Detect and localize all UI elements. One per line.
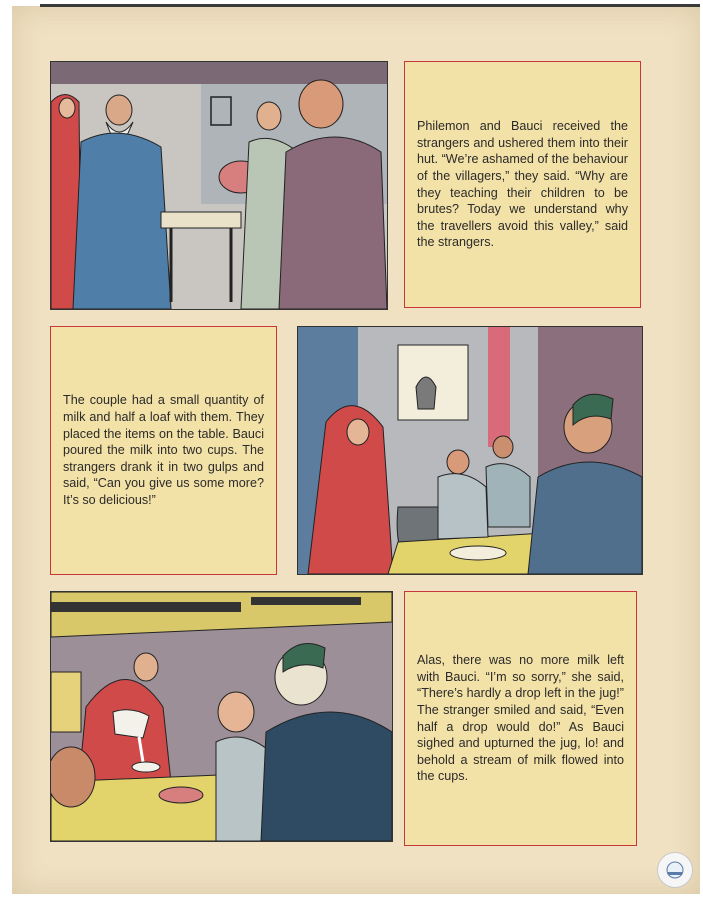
watermark-logo-icon <box>657 852 693 888</box>
logo-mark <box>662 860 688 880</box>
caption-text-1: Philemon and Bauci received the strangers and ushered them into their hut. “We’re ashamed of the behaviour of the villagers,” they said. “Why are they teaching their children to be brutes? Today we understand why the travellers avoid this valley,” said the strangers. <box>417 119 628 250</box>
caption-panel-1 <box>404 61 641 308</box>
bauci-pouring-milk-illustration <box>298 327 642 574</box>
illustration-panel-3 <box>50 591 393 842</box>
illustration-panel-1 <box>50 61 388 310</box>
caption-panel-3 <box>404 591 637 846</box>
illustration-panel-2 <box>297 326 643 575</box>
couple-greeting-strangers-illustration <box>51 62 387 309</box>
milk-stream-miracle-illustration <box>51 592 392 841</box>
caption-text-2: The couple had a small quantity of milk and half a loaf with them. They placed the items on the table. Bauci poured the milk into two cups. The strangers drank it in two gulps and said, “Can you give us some more? It’s so delicious!” <box>63 393 264 507</box>
caption-panel-2 <box>50 326 277 575</box>
page-top-edge <box>40 4 700 7</box>
caption-text-3: Alas, there was no more milk left with Bauci. “I’m so sorry,” she said, “There’s hardly a drop left in the jug!” The stranger smiled and said, “Even half a drop would do!” As Bauci sighed and upturned the jug, lo! and behold a stream of milk flowed into the cups. <box>417 653 624 784</box>
